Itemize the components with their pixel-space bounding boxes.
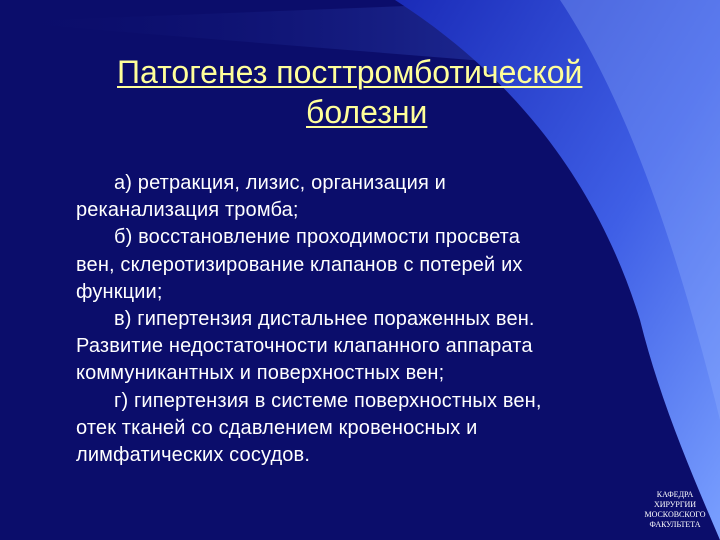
body-line: функции; [76,280,163,303]
body-line: лимфатических сосудов. [76,444,311,467]
body-line: отек тканей со сдавлением кровеносных и [76,416,478,439]
slide-title [0,52,720,132]
body-line: г) гипертензия в системе поверхностных вен, [114,389,542,412]
stamp-line: МОСКОВСКОГО [644,510,706,519]
body-line: Развитие недостаточности клапанного аппарата [76,335,533,358]
stamp-line: ФАКУЛЬТЕТА [649,520,701,529]
title-line-1: Патогенез посттромботической [117,54,583,90]
body-line: коммуникантных и поверхностных вен; [76,362,445,385]
body-line: в) гипертензия дистальнее пораженных вен. [114,308,535,331]
stamp-line: КАФЕДРА [656,490,694,499]
title-line-2: болезни [306,94,428,130]
body-line: б) восстановление проходимости просвета [114,226,521,249]
slide-body [76,170,676,469]
stamp-line: ХИРУРГИИ [653,500,697,509]
body-line: вен, склеротизирование клапанов с потерей их [76,253,523,276]
department-stamp [632,490,718,530]
body-line: реканализация тромба; [76,199,299,222]
body-line: а) ретракция, лизис, организация и [114,172,446,194]
